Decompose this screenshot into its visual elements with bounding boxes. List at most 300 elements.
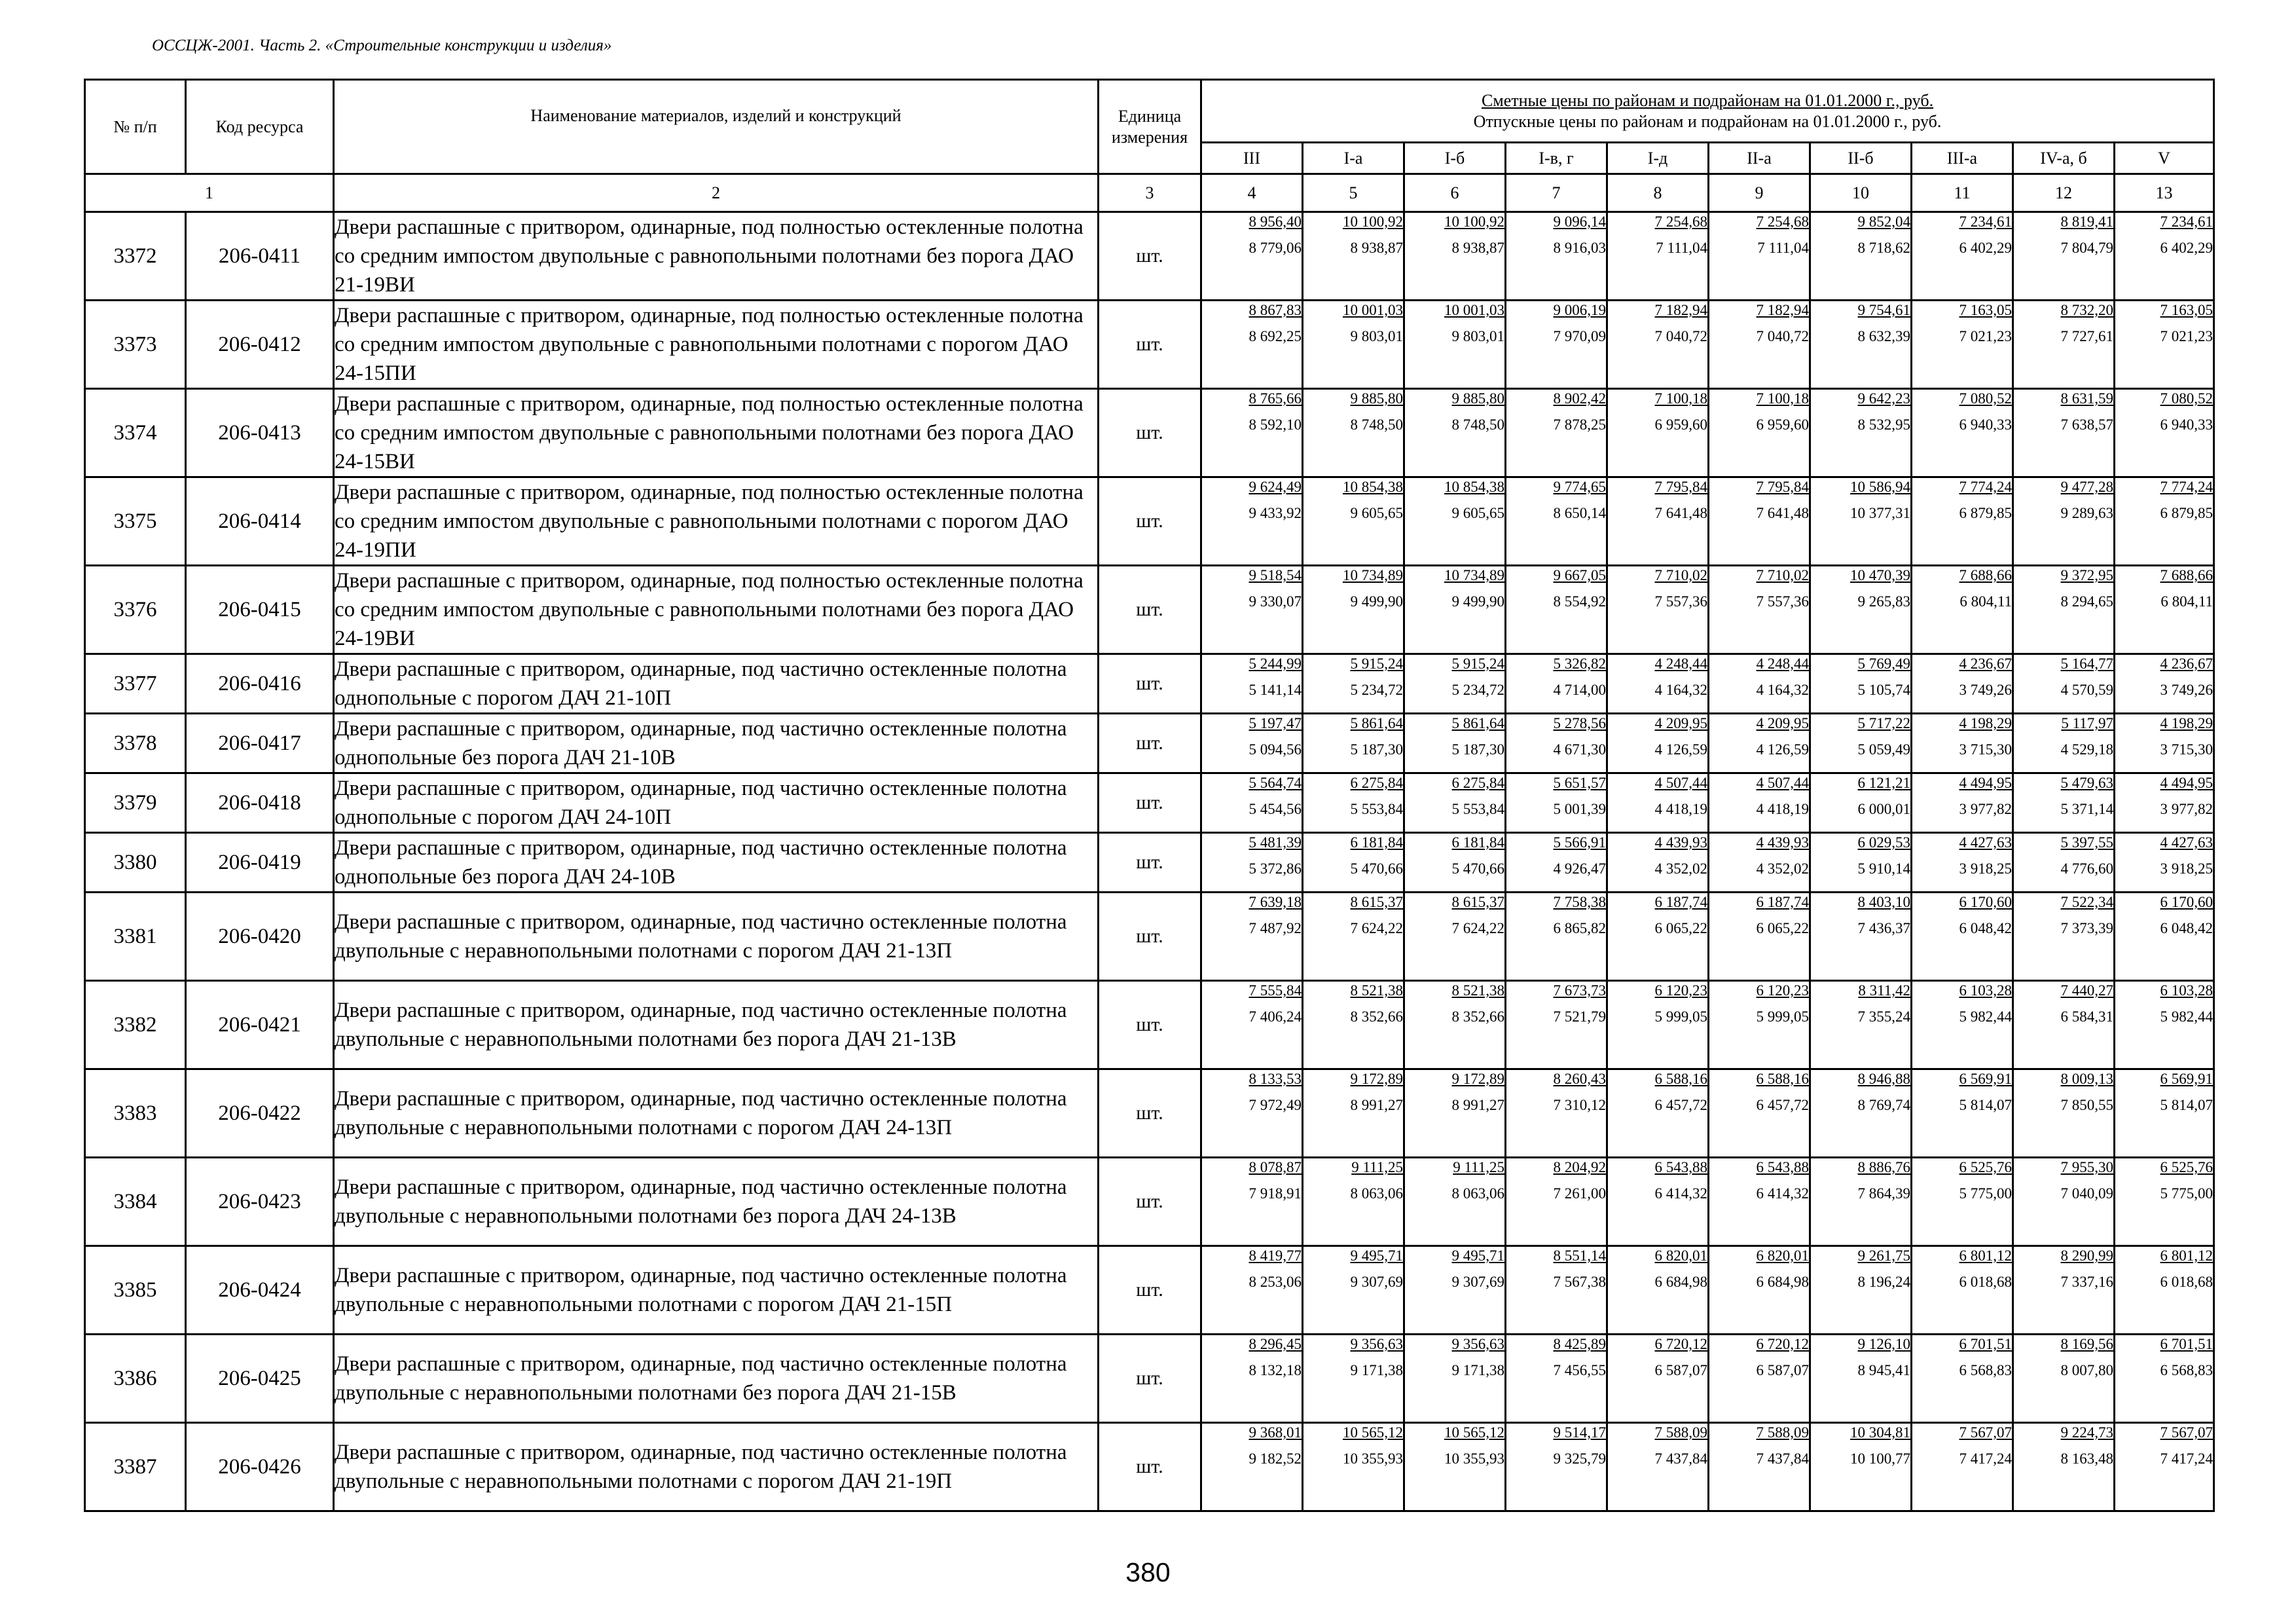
release-price: 9 605,65 [1451, 505, 1504, 521]
release-price: 9 803,01 [1451, 328, 1504, 344]
price-cell [1912, 477, 2013, 566]
estimate-price: 9 495,71 [1451, 1247, 1504, 1264]
release-price: 8 748,50 [1350, 416, 1403, 433]
estimate-price: 6 275,84 [1451, 775, 1504, 791]
release-price: 6 457,72 [1756, 1097, 1809, 1113]
estimate-price: 7 100,18 [1756, 390, 1809, 407]
estimate-price: 6 275,84 [1350, 775, 1403, 791]
price-table [84, 79, 2215, 1512]
release-price: 7 040,72 [1654, 328, 1707, 344]
item-name: Двери распашные с притвором, одинарные, под частично остекленные полотна двупольные с неравнопольными полотнами без порога ДАЧ 21-15В [334, 1335, 1099, 1423]
release-price: 7 310,12 [1553, 1097, 1606, 1113]
estimate-price: 7 555,84 [1248, 982, 1302, 999]
release-price: 6 414,32 [1654, 1185, 1707, 1202]
price-cell [2013, 1158, 2115, 1246]
unit: шт. [1099, 981, 1201, 1069]
estimate-price: 8 956,40 [1248, 213, 1302, 230]
price-cell [1201, 714, 1303, 773]
release-price: 6 940,33 [2160, 416, 2214, 433]
page-number: 380 [1125, 1557, 1171, 1587]
price-cell [1303, 212, 1404, 301]
price-cell [2013, 833, 2115, 893]
release-price: 7 521,79 [1553, 1008, 1606, 1025]
item-name: Двери распашные с притвором, одинарные, под частично остекленные полотна двупольные с неравнопольными полотнами с порогом ДАЧ 21-19П [334, 1423, 1099, 1511]
estimate-price: 8 204,92 [1553, 1159, 1606, 1175]
header-district: I-в, г [1506, 143, 1607, 174]
price-cell [1709, 773, 1810, 833]
header-unit: Единица измерения [1099, 80, 1201, 174]
price-cell [2115, 1246, 2214, 1335]
row-number: 3376 [85, 566, 186, 654]
price-cell [1810, 477, 1912, 566]
estimate-price: 4 209,95 [1654, 715, 1707, 731]
header-number: № п/п [85, 80, 186, 174]
unit: шт. [1099, 389, 1201, 477]
release-price: 8 916,03 [1553, 240, 1606, 256]
estimate-price: 6 120,23 [1756, 982, 1809, 999]
estimate-price: 4 198,29 [2160, 715, 2214, 731]
estimate-price: 6 181,84 [1350, 834, 1403, 851]
release-price: 7 624,22 [1350, 920, 1403, 936]
release-price: 8 063,06 [1350, 1185, 1403, 1202]
release-price: 7 406,24 [1248, 1008, 1302, 1025]
column-number: 10 [1810, 174, 1912, 212]
estimate-price: 4 209,95 [1756, 715, 1809, 731]
resource-code: 206-0426 [186, 1423, 334, 1511]
row-number: 3385 [85, 1246, 186, 1335]
release-price: 4 776,60 [2060, 860, 2113, 877]
unit: шт. [1099, 1069, 1201, 1158]
estimate-price: 7 688,66 [2160, 567, 2214, 583]
estimate-price: 8 419,77 [1248, 1247, 1302, 1264]
estimate-price: 8 521,38 [1350, 982, 1403, 999]
release-price: 8 294,65 [2060, 593, 2113, 610]
header-district: V [2115, 143, 2214, 174]
unit: шт. [1099, 212, 1201, 301]
estimate-price: 6 569,91 [2160, 1071, 2214, 1087]
unit: шт. [1099, 1335, 1201, 1423]
release-price: 6 587,07 [1756, 1362, 1809, 1378]
unit: шт. [1099, 893, 1201, 981]
release-price: 8 692,25 [1248, 328, 1302, 344]
price-cell [1404, 477, 1506, 566]
running-head: ОССЦЖ-2001. Часть 2. «Строительные конструкции и изделия» [152, 37, 612, 54]
price-cell [1709, 654, 1810, 714]
estimate-price: 9 885,80 [1350, 390, 1403, 407]
release-price: 4 418,19 [1654, 801, 1707, 817]
price-cell [1912, 1158, 2013, 1246]
price-cell [1303, 566, 1404, 654]
price-cell [1404, 833, 1506, 893]
estimate-price: 9 518,54 [1248, 567, 1302, 583]
release-price: 4 164,32 [1756, 682, 1809, 698]
release-price: 6 879,85 [2160, 505, 2214, 521]
table-row [85, 477, 2214, 566]
price-cell [1607, 773, 1709, 833]
resource-code: 206-0423 [186, 1158, 334, 1246]
estimate-price: 4 248,44 [1654, 655, 1707, 672]
estimate-price: 6 569,91 [1959, 1071, 2012, 1087]
price-cell [1404, 893, 1506, 981]
release-price: 6 048,42 [1959, 920, 2012, 936]
price-cell [1201, 1335, 1303, 1423]
price-cell [1607, 566, 1709, 654]
release-price: 7 557,36 [1654, 593, 1707, 610]
price-cell [1506, 1158, 1607, 1246]
table-row [85, 1158, 2214, 1246]
price-cell [1506, 566, 1607, 654]
estimate-price: 9 111,25 [1351, 1159, 1403, 1175]
release-price: 4 671,30 [1553, 741, 1606, 758]
estimate-price: 5 564,74 [1248, 775, 1302, 791]
estimate-price: 6 170,60 [1959, 894, 2012, 910]
estimate-price: 4 248,44 [1756, 655, 1809, 672]
price-cell [1506, 212, 1607, 301]
header-district: I-д [1607, 143, 1709, 174]
estimate-price: 4 507,44 [1756, 775, 1809, 791]
release-price: 8 007,80 [2060, 1362, 2113, 1378]
item-name: Двери распашные с притвором, одинарные, под полностью остекленные полотна со средним импостом двупольные с равнопольными полотнами без порога ДАО 24-15ВИ [334, 389, 1099, 477]
release-price: 9 330,07 [1248, 593, 1302, 610]
release-price: 6 457,72 [1654, 1097, 1707, 1113]
release-price: 8 991,27 [1451, 1097, 1504, 1113]
release-price: 9 499,90 [1451, 593, 1504, 610]
price-cell [1303, 773, 1404, 833]
estimate-price: 6 820,01 [1756, 1247, 1809, 1264]
price-cell [1607, 1423, 1709, 1511]
price-cell [1201, 389, 1303, 477]
price-cell [1303, 1335, 1404, 1423]
price-cell [1404, 301, 1506, 389]
item-name: Двери распашные с притвором, одинарные, под частично остекленные полотна однопольные с порогом ДАЧ 24-10П [334, 773, 1099, 833]
release-price: 8 769,74 [1857, 1097, 1910, 1113]
estimate-price: 10 470,39 [1850, 567, 1910, 583]
estimate-price: 9 356,63 [1451, 1336, 1504, 1352]
estimate-price: 5 915,24 [1350, 655, 1403, 672]
price-cell [1912, 654, 2013, 714]
price-cell [1303, 1069, 1404, 1158]
header-district: III [1201, 143, 1303, 174]
estimate-price: 7 234,61 [2160, 213, 2214, 230]
price-cell [1607, 389, 1709, 477]
estimate-price: 6 103,28 [2160, 982, 2214, 999]
price-cell [2013, 212, 2115, 301]
price-cell [1912, 714, 2013, 773]
unit: шт. [1099, 654, 1201, 714]
estimate-price: 6 543,88 [1654, 1159, 1707, 1175]
release-price: 3 749,26 [1959, 682, 2012, 698]
unit: шт. [1099, 1158, 1201, 1246]
estimate-price: 10 565,12 [1343, 1424, 1403, 1441]
estimate-price: 9 852,04 [1857, 213, 1910, 230]
estimate-price: 9 224,73 [2060, 1424, 2113, 1441]
unit: шт. [1099, 1246, 1201, 1335]
header-district: II-б [1810, 143, 1912, 174]
estimate-price: 9 261,75 [1857, 1247, 1910, 1264]
release-price: 5 094,56 [1248, 741, 1302, 758]
table-row [85, 212, 2214, 301]
resource-code: 206-0422 [186, 1069, 334, 1158]
estimate-price: 9 754,61 [1857, 302, 1910, 318]
price-cell [1201, 566, 1303, 654]
price-cell [1303, 389, 1404, 477]
item-name: Двери распашные с притвором, одинарные, под полностью остекленные полотна со средним импостом двупольные с равнопольными полотнами без порога ДАО 24-19ВИ [334, 566, 1099, 654]
column-number: 11 [1912, 174, 2013, 212]
estimate-price: 7 588,09 [1654, 1424, 1707, 1441]
estimate-price: 7 182,94 [1654, 302, 1707, 318]
release-price: 3 977,82 [1959, 801, 2012, 817]
release-price: 6 018,68 [2160, 1274, 2214, 1290]
price-cell [1404, 389, 1506, 477]
estimate-price: 6 820,01 [1654, 1247, 1707, 1264]
release-price: 7 261,00 [1553, 1185, 1606, 1202]
price-cell [1810, 654, 1912, 714]
release-price: 5 775,00 [1959, 1185, 2012, 1202]
price-cell [2115, 477, 2214, 566]
estimate-price: 4 507,44 [1654, 775, 1707, 791]
estimate-price: 6 543,88 [1756, 1159, 1809, 1175]
estimate-price: 5 244,99 [1248, 655, 1302, 672]
row-number: 3373 [85, 301, 186, 389]
price-cell [1810, 981, 1912, 1069]
estimate-price: 7 182,94 [1756, 302, 1809, 318]
release-price: 6 414,32 [1756, 1185, 1809, 1202]
price-cell [1607, 1158, 1709, 1246]
resource-code: 206-0418 [186, 773, 334, 833]
row-number: 3378 [85, 714, 186, 773]
estimate-price: 9 372,95 [2060, 567, 2113, 583]
release-price: 5 372,86 [1248, 860, 1302, 877]
estimate-price: 4 236,67 [1959, 655, 2012, 672]
estimate-price: 7 080,52 [1959, 390, 2012, 407]
price-cell [2115, 1335, 2214, 1423]
price-cell [1506, 1335, 1607, 1423]
estimate-price: 9 667,05 [1553, 567, 1606, 583]
price-cell [1709, 1069, 1810, 1158]
estimate-price: 8 169,56 [2060, 1336, 2113, 1352]
estimate-price: 9 172,89 [1451, 1071, 1504, 1087]
price-cell [2013, 714, 2115, 773]
estimate-price: 8 765,66 [1248, 390, 1302, 407]
item-name: Двери распашные с притвором, одинарные, под полностью остекленные полотна со средним импостом двупольные с равнопольными полотнами с порогом ДАО 24-15ПИ [334, 301, 1099, 389]
price-cell [2115, 714, 2214, 773]
price-cell [1709, 301, 1810, 389]
row-number: 3377 [85, 654, 186, 714]
release-price: 6 587,07 [1654, 1362, 1707, 1378]
price-cell [1607, 1069, 1709, 1158]
price-cell [2115, 654, 2214, 714]
estimate-price: 7 795,84 [1654, 479, 1707, 495]
release-price: 7 727,61 [2060, 328, 2113, 344]
price-cell [2013, 301, 2115, 389]
price-cell [1810, 893, 1912, 981]
estimate-price: 5 915,24 [1451, 655, 1504, 672]
resource-code: 206-0425 [186, 1335, 334, 1423]
release-price: 7 878,25 [1553, 416, 1606, 433]
table-row [85, 1423, 2214, 1511]
estimate-price: 10 304,81 [1850, 1424, 1910, 1441]
table-row [85, 981, 2214, 1069]
price-cell [1607, 893, 1709, 981]
estimate-price: 6 187,74 [1654, 894, 1707, 910]
column-number: 5 [1303, 174, 1404, 212]
estimate-price: 7 100,18 [1654, 390, 1707, 407]
price-cell [1810, 714, 1912, 773]
estimate-price: 10 734,89 [1343, 567, 1403, 583]
price-cell [1912, 212, 2013, 301]
estimate-price: 5 326,82 [1553, 655, 1606, 672]
price-cell [1201, 301, 1303, 389]
price-cell [2115, 1069, 2214, 1158]
table-row [85, 714, 2214, 773]
release-price: 3 715,30 [2160, 741, 2214, 758]
release-price: 7 557,36 [1756, 593, 1809, 610]
estimate-price: 5 164,77 [2060, 655, 2113, 672]
estimate-price: 10 734,89 [1444, 567, 1504, 583]
release-price: 7 487,92 [1248, 920, 1302, 936]
estimate-price: 8 615,37 [1350, 894, 1403, 910]
release-price: 5 982,44 [1959, 1008, 2012, 1025]
estimate-price: 9 006,19 [1553, 302, 1606, 318]
resource-code: 206-0420 [186, 893, 334, 981]
resource-code: 206-0419 [186, 833, 334, 893]
price-cell [1201, 981, 1303, 1069]
table-row [85, 773, 2214, 833]
price-cell [1607, 981, 1709, 1069]
unit: шт. [1099, 301, 1201, 389]
price-cell [1810, 212, 1912, 301]
estimate-price: 8 078,87 [1248, 1159, 1302, 1175]
estimate-price: 6 801,12 [2160, 1247, 2214, 1264]
unit: шт. [1099, 773, 1201, 833]
release-price: 7 417,24 [2160, 1450, 2214, 1467]
column-number: 9 [1709, 174, 1810, 212]
estimate-price: 4 198,29 [1959, 715, 2012, 731]
release-price: 8 945,41 [1857, 1362, 1910, 1378]
release-price: 10 100,77 [1850, 1450, 1910, 1467]
price-cell [1912, 389, 2013, 477]
price-cell [1506, 477, 1607, 566]
price-cell [1404, 1069, 1506, 1158]
price-cell [1810, 833, 1912, 893]
estimate-price: 7 567,07 [1959, 1424, 2012, 1441]
item-name: Двери распашные с притвором, одинарные, под полностью остекленные полотна со средним импостом двупольные с равнопольными полотнами с порогом ДАО 24-19ПИ [334, 477, 1099, 566]
price-cell [1404, 212, 1506, 301]
price-cell [1506, 1246, 1607, 1335]
estimate-price: 4 236,67 [2160, 655, 2214, 672]
release-price: 9 605,65 [1350, 505, 1403, 521]
estimate-price: 10 001,03 [1444, 302, 1504, 318]
release-price: 5 001,39 [1553, 801, 1606, 817]
release-price: 6 568,83 [1959, 1362, 2012, 1378]
release-price: 4 126,59 [1756, 741, 1809, 758]
price-cell [1709, 1335, 1810, 1423]
item-name: Двери распашные с притвором, одинарные, под частично остекленные полотна однопольные без порога ДАЧ 24-10В [334, 833, 1099, 893]
estimate-price: 5 278,56 [1553, 715, 1606, 731]
estimate-price: 6 170,60 [2160, 894, 2214, 910]
price-cell [1506, 833, 1607, 893]
estimate-price: 5 481,39 [1248, 834, 1302, 851]
column-number: 2 [334, 174, 1099, 212]
release-price: 9 182,52 [1248, 1450, 1302, 1467]
price-cell [1709, 981, 1810, 1069]
release-price: 5 910,14 [1857, 860, 1910, 877]
price-cell [1810, 1246, 1912, 1335]
price-cell [1912, 773, 2013, 833]
price-cell [2013, 1246, 2115, 1335]
price-cell [1506, 301, 1607, 389]
estimate-price: 6 801,12 [1959, 1247, 2012, 1264]
release-price: 5 187,30 [1350, 741, 1403, 758]
price-cell [1404, 981, 1506, 1069]
price-cell [1201, 1246, 1303, 1335]
row-number: 3372 [85, 212, 186, 301]
release-price: 5 814,07 [1959, 1097, 2012, 1113]
price-cell [2013, 893, 2115, 981]
price-cell [1810, 566, 1912, 654]
price-cell [1303, 893, 1404, 981]
release-price: 5 775,00 [2160, 1185, 2214, 1202]
unit: шт. [1099, 1423, 1201, 1511]
release-price: 6 959,60 [1756, 416, 1809, 433]
header-prices [1201, 80, 2214, 143]
estimate-price: 7 710,02 [1654, 567, 1707, 583]
estimate-price: 10 854,38 [1343, 479, 1403, 495]
release-price: 9 171,38 [1350, 1362, 1403, 1378]
price-cell [1303, 833, 1404, 893]
price-cell [1912, 566, 2013, 654]
estimate-price: 8 886,76 [1857, 1159, 1910, 1175]
row-number: 3380 [85, 833, 186, 893]
release-price: 5 371,14 [2060, 801, 2113, 817]
release-price: 7 436,37 [1857, 920, 1910, 936]
price-cell [1404, 566, 1506, 654]
table-row [85, 1069, 2214, 1158]
release-price: 7 417,24 [1959, 1450, 2012, 1467]
release-price: 7 972,49 [1248, 1097, 1302, 1113]
release-price: 5 814,07 [2160, 1097, 2214, 1113]
estimate-price: 5 479,63 [2060, 775, 2113, 791]
estimate-price: 9 885,80 [1451, 390, 1504, 407]
price-cell [1303, 714, 1404, 773]
table-row [85, 654, 2214, 714]
estimate-price: 10 565,12 [1444, 1424, 1504, 1441]
price-cell [1201, 654, 1303, 714]
item-name: Двери распашные с притвором, одинарные, под частично остекленные полотна однопольные с порогом ДАЧ 21-10П [334, 654, 1099, 714]
release-price: 5 999,05 [1654, 1008, 1707, 1025]
estimate-price: 6 181,84 [1451, 834, 1504, 851]
column-number: 6 [1404, 174, 1506, 212]
release-price: 5 553,84 [1451, 801, 1504, 817]
header-estimate-prices: Сметные цены по районам и подрайонам на 01.01.2000 г., руб. [1481, 90, 1934, 110]
release-price: 8 938,87 [1451, 240, 1504, 256]
estimate-price: 8 867,83 [1248, 302, 1302, 318]
estimate-price: 6 701,51 [1959, 1336, 2012, 1352]
release-price: 5 105,74 [1857, 682, 1910, 698]
release-price: 4 164,32 [1654, 682, 1707, 698]
release-price: 7 355,24 [1857, 1008, 1910, 1025]
release-price: 6 402,29 [2160, 240, 2214, 256]
release-price: 9 307,69 [1350, 1274, 1403, 1290]
table-row [85, 1335, 2214, 1423]
estimate-price: 6 701,51 [2160, 1336, 2214, 1352]
release-price: 5 470,66 [1451, 860, 1504, 877]
estimate-price: 4 494,95 [1959, 775, 2012, 791]
estimate-price: 8 403,10 [1857, 894, 1910, 910]
estimate-price: 6 103,28 [1959, 982, 2012, 999]
release-price: 6 065,22 [1756, 920, 1809, 936]
release-price: 6 804,11 [1959, 593, 2012, 610]
